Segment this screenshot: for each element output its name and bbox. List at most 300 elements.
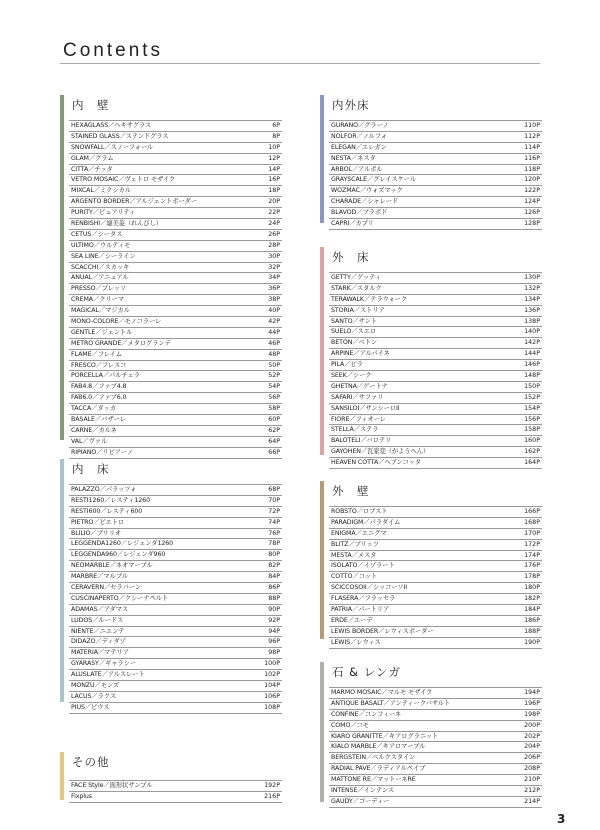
list-item[interactable] bbox=[329, 721, 542, 732]
list-item[interactable] bbox=[329, 753, 542, 764]
item-list bbox=[69, 780, 282, 803]
item-page: 114P bbox=[524, 143, 540, 151]
list-item[interactable] bbox=[329, 197, 542, 208]
item-name: SEEK／シーク bbox=[331, 372, 372, 380]
item-name: CERAVERN／セラバーン bbox=[71, 584, 142, 592]
item-name: ARPINE／アルパイネ bbox=[331, 350, 390, 358]
list-item[interactable] bbox=[329, 551, 542, 562]
item-name: BLILIO／ブリリオ bbox=[71, 529, 122, 537]
item-name: HEXAGLASS／ヘキサグラス bbox=[71, 122, 152, 129]
list-item[interactable] bbox=[329, 797, 542, 808]
item-name: LEGGENDA1260／レジェンダ1260 bbox=[71, 540, 174, 548]
page-number: 3 bbox=[557, 812, 566, 826]
list-item[interactable] bbox=[329, 143, 542, 154]
item-page: 94P bbox=[268, 627, 280, 635]
list-item[interactable] bbox=[69, 371, 282, 382]
item-page: 24P bbox=[268, 220, 280, 228]
item-name: PRESSO／プレッソ bbox=[71, 285, 127, 293]
list-item[interactable] bbox=[69, 295, 282, 306]
list-item[interactable] bbox=[69, 426, 282, 437]
item-page: 184P bbox=[524, 606, 540, 614]
list-item[interactable] bbox=[329, 219, 542, 230]
section-color-bar bbox=[60, 95, 64, 440]
item-page: 46P bbox=[268, 339, 280, 347]
item-name: GAYOHEN／瓦家変（がようへん） bbox=[331, 448, 430, 456]
item-page: 64P bbox=[268, 437, 280, 445]
item-page: 142P bbox=[524, 339, 540, 347]
list-item[interactable] bbox=[69, 230, 282, 241]
list-item[interactable] bbox=[329, 616, 542, 627]
list-item[interactable] bbox=[69, 273, 282, 284]
item-name: STORIA／ストリア bbox=[331, 306, 385, 314]
item-list bbox=[329, 120, 542, 230]
section-heading: 外 床 bbox=[332, 250, 370, 264]
list-item[interactable] bbox=[329, 605, 542, 616]
item-list bbox=[329, 506, 542, 649]
item-name: PIETRO／ピエトロ bbox=[71, 518, 125, 526]
list-item[interactable] bbox=[69, 154, 282, 165]
item-page: 92P bbox=[268, 616, 280, 624]
item-page: 170P bbox=[524, 529, 540, 537]
item-page: 192P bbox=[264, 782, 280, 789]
item-name: BASALE／バザーレ bbox=[71, 416, 126, 424]
item-page: 86P bbox=[268, 584, 280, 592]
item-page: 144P bbox=[524, 350, 540, 358]
item-page: 190P bbox=[524, 638, 540, 646]
item-name: PALAZZO／パラッツォ bbox=[71, 486, 137, 493]
list-item[interactable] bbox=[69, 605, 282, 616]
item-name: GRAYSCALE／グレイスケール bbox=[331, 176, 417, 184]
item-name: LEGGENDA960／レジェンダ960 bbox=[71, 551, 166, 559]
item-name: RESTI1260／レスティ1260 bbox=[71, 496, 150, 504]
list-item[interactable] bbox=[69, 284, 282, 295]
item-page: 172P bbox=[524, 540, 540, 548]
item-name: GHETNA／ゲートナ bbox=[331, 382, 388, 390]
list-item[interactable] bbox=[329, 132, 542, 143]
section-heading: 内 床 bbox=[72, 462, 110, 476]
section-color-bar bbox=[60, 752, 64, 800]
list-item[interactable] bbox=[329, 306, 542, 317]
item-name: SANSILOI／サンシーロII bbox=[331, 404, 400, 412]
list-item[interactable] bbox=[69, 627, 282, 638]
item-name: NIENTE／ニエンテ bbox=[71, 627, 125, 635]
item-name: MARBRE／マルブル bbox=[71, 573, 128, 581]
item-name: NEOMARBLE／ネオマーブル bbox=[71, 562, 153, 570]
list-item[interactable] bbox=[329, 594, 542, 605]
item-page: 216P bbox=[264, 792, 280, 800]
item-page: 38P bbox=[268, 296, 280, 304]
item-name: PURITY／ピュアリティ bbox=[71, 209, 136, 217]
section-color-bar bbox=[320, 247, 324, 455]
list-item[interactable] bbox=[329, 284, 542, 295]
list-item[interactable] bbox=[69, 219, 282, 230]
item-page: 162P bbox=[524, 448, 540, 456]
list-item[interactable] bbox=[69, 648, 282, 659]
list-item[interactable] bbox=[329, 583, 542, 594]
item-page: 206P bbox=[524, 754, 540, 762]
item-page: 68P bbox=[268, 486, 280, 493]
item-page: 200P bbox=[524, 721, 540, 729]
item-name: LEWIS BORDER／レウィスボーダー bbox=[331, 627, 434, 635]
item-name: LACUS／ラクス bbox=[71, 692, 117, 700]
list-item[interactable] bbox=[329, 338, 542, 349]
item-name: CAPRI／カプリ bbox=[331, 220, 374, 228]
item-page: 156P bbox=[524, 415, 540, 423]
list-item[interactable] bbox=[329, 627, 542, 638]
list-item[interactable] bbox=[69, 361, 282, 372]
list-item[interactable] bbox=[69, 484, 282, 496]
section-heading: 石 & レンガ bbox=[332, 665, 401, 679]
item-name: BALOTELI／バロテリ bbox=[331, 437, 392, 445]
item-page: 176P bbox=[524, 562, 540, 570]
list-item[interactable] bbox=[69, 404, 282, 415]
item-name: ARGENTO BORDER／アルジェントボーダー bbox=[71, 198, 198, 206]
list-item[interactable] bbox=[69, 670, 282, 681]
list-item[interactable] bbox=[69, 507, 282, 518]
item-page: 62P bbox=[268, 426, 280, 434]
item-page: 104P bbox=[264, 682, 280, 690]
list-item[interactable] bbox=[69, 143, 282, 154]
item-name: MONO-COLORE／モノコラーレ bbox=[71, 318, 162, 326]
list-item[interactable] bbox=[69, 550, 282, 561]
item-page: 84P bbox=[268, 573, 280, 581]
list-item[interactable] bbox=[329, 638, 542, 649]
item-name: KIALO MARBLE／キアロマーブル bbox=[331, 743, 426, 751]
list-item[interactable] bbox=[69, 132, 282, 143]
item-page: 152P bbox=[524, 393, 540, 401]
item-name: ANUAL／アニュアル bbox=[71, 274, 129, 282]
list-item[interactable] bbox=[69, 165, 282, 176]
list-item[interactable] bbox=[329, 425, 542, 436]
item-name: PARADIGM／パラダイム bbox=[331, 518, 401, 526]
item-name: LEWIS／レウィス bbox=[331, 638, 381, 646]
item-page: 40P bbox=[268, 307, 280, 315]
item-page: 124P bbox=[524, 198, 540, 206]
item-name: MATTONE RE／マットーネRE bbox=[331, 776, 416, 784]
item-name: STAINED GLASS／ステンドグラス bbox=[71, 132, 169, 140]
item-page: 116P bbox=[524, 154, 540, 162]
list-item[interactable] bbox=[69, 252, 282, 263]
list-item[interactable] bbox=[329, 786, 542, 797]
list-item[interactable] bbox=[329, 518, 542, 529]
list-item[interactable] bbox=[329, 360, 542, 371]
list-item[interactable] bbox=[69, 616, 282, 627]
list-item[interactable] bbox=[329, 295, 542, 306]
item-name: BETON／ベトン bbox=[331, 339, 378, 347]
item-name: MIXCAL／ミクシカル bbox=[71, 187, 131, 195]
item-name: TERAWALK／テラウォーク bbox=[331, 295, 408, 303]
item-page: 120P bbox=[524, 176, 540, 184]
section-color-bar bbox=[320, 95, 324, 223]
list-item[interactable] bbox=[69, 328, 282, 339]
item-name: ERDE／エーデ bbox=[331, 616, 373, 624]
item-name: SEA LINE／シーライン bbox=[71, 252, 136, 260]
item-page: 208P bbox=[524, 765, 540, 773]
list-item[interactable] bbox=[329, 154, 542, 165]
list-item[interactable] bbox=[329, 572, 542, 583]
list-item[interactable] bbox=[329, 764, 542, 775]
item-page: 80P bbox=[268, 551, 280, 559]
item-name: PIUS／ピウス bbox=[71, 703, 110, 711]
list-item[interactable] bbox=[329, 540, 542, 551]
list-item[interactable] bbox=[69, 393, 282, 404]
list-item[interactable] bbox=[69, 263, 282, 274]
list-item[interactable] bbox=[69, 317, 282, 328]
item-page: 10P bbox=[268, 143, 280, 151]
item-page: 118P bbox=[524, 165, 540, 173]
list-item[interactable] bbox=[329, 561, 542, 572]
item-page: 134P bbox=[524, 295, 540, 303]
list-item[interactable] bbox=[329, 208, 542, 219]
item-page: 44P bbox=[268, 328, 280, 336]
list-item[interactable] bbox=[69, 339, 282, 350]
item-page: 26P bbox=[268, 230, 280, 238]
list-item[interactable] bbox=[329, 272, 542, 284]
list-item[interactable] bbox=[69, 437, 282, 448]
item-name: CHARADE／シャレード bbox=[331, 198, 399, 206]
item-name: CETUS／シータス bbox=[71, 230, 123, 238]
list-item[interactable] bbox=[329, 120, 542, 132]
item-page: 122P bbox=[524, 187, 540, 195]
list-item[interactable] bbox=[69, 681, 282, 692]
item-page: 102P bbox=[264, 671, 280, 679]
item-page: 164P bbox=[524, 459, 540, 467]
section-heading: 内 壁 bbox=[72, 98, 110, 112]
list-item[interactable] bbox=[69, 208, 282, 219]
item-name: PATRIA／パートリア bbox=[331, 606, 390, 614]
item-page: 28P bbox=[268, 241, 280, 249]
list-item[interactable] bbox=[69, 382, 282, 393]
item-name: CREMA／クリーマ bbox=[71, 296, 124, 304]
item-page: 112P bbox=[524, 132, 540, 140]
list-item[interactable] bbox=[329, 436, 542, 447]
title-divider bbox=[60, 63, 540, 64]
item-page: 56P bbox=[268, 394, 280, 402]
item-page: 204P bbox=[524, 743, 540, 751]
list-item[interactable] bbox=[69, 659, 282, 670]
item-name: ELEGAN／エレガン bbox=[331, 143, 387, 151]
item-page: 36P bbox=[268, 285, 280, 293]
list-item[interactable] bbox=[329, 710, 542, 721]
item-page: 194P bbox=[524, 689, 540, 696]
item-name: PILA／ピラ bbox=[331, 361, 363, 369]
item-page: 98P bbox=[268, 649, 280, 657]
list-item[interactable] bbox=[329, 349, 542, 360]
item-page: 96P bbox=[268, 638, 280, 646]
list-item[interactable] bbox=[69, 120, 282, 132]
item-page: 214P bbox=[524, 797, 540, 805]
list-item[interactable] bbox=[329, 529, 542, 540]
list-item[interactable] bbox=[69, 186, 282, 197]
list-item[interactable] bbox=[329, 415, 542, 426]
item-name: ADAMAS／アダマス bbox=[71, 605, 129, 613]
list-item[interactable] bbox=[69, 692, 282, 703]
list-item[interactable] bbox=[69, 197, 282, 208]
item-page: 158P bbox=[524, 426, 540, 434]
item-page: 66P bbox=[268, 448, 280, 456]
item-name: ANTIQUE BASALT／アンティークバサルト bbox=[331, 699, 451, 707]
list-item[interactable] bbox=[329, 404, 542, 415]
list-item[interactable] bbox=[69, 241, 282, 252]
list-item[interactable] bbox=[329, 447, 542, 458]
item-page: 16P bbox=[268, 176, 280, 184]
item-name: SUELO／スエロ bbox=[331, 328, 377, 336]
list-item[interactable] bbox=[329, 186, 542, 197]
item-name: ALUSLATE／アルスレート bbox=[71, 671, 145, 679]
item-name: FLASERA／フラッセラ bbox=[331, 595, 396, 603]
list-item[interactable] bbox=[69, 529, 282, 540]
item-page: 8P bbox=[272, 132, 280, 140]
item-name: MESTA／メスタ bbox=[331, 551, 377, 559]
item-list bbox=[329, 272, 542, 469]
item-page: 178P bbox=[524, 573, 540, 581]
item-name: GETTY／ゲッティ bbox=[331, 274, 382, 281]
section-heading: 外 壁 bbox=[332, 484, 370, 498]
item-name: GURANO／グラーノ bbox=[331, 122, 389, 129]
item-page: 108P bbox=[264, 703, 280, 711]
list-item[interactable] bbox=[69, 792, 282, 803]
item-name: SANTO／サント bbox=[331, 317, 377, 325]
list-item[interactable] bbox=[69, 594, 282, 605]
item-name: ROBSTO／ロブスト bbox=[331, 508, 388, 515]
item-name: MATERIA／マテリア bbox=[71, 649, 129, 657]
item-page: 88P bbox=[268, 594, 280, 602]
item-name: COMO／コモ bbox=[331, 721, 369, 729]
list-item[interactable] bbox=[329, 742, 542, 753]
item-page: 54P bbox=[268, 383, 280, 391]
item-page: 174P bbox=[524, 551, 540, 559]
item-name: CARNE／カルネ bbox=[71, 426, 117, 434]
item-page: 126P bbox=[524, 209, 540, 217]
list-item[interactable] bbox=[329, 393, 542, 404]
item-name: FLAME／フレイム bbox=[71, 350, 122, 358]
item-page: 132P bbox=[524, 284, 540, 292]
list-item[interactable] bbox=[329, 382, 542, 393]
item-page: 100P bbox=[264, 660, 280, 668]
item-name: RESTI600／レスティ600 bbox=[71, 507, 143, 515]
list-item[interactable] bbox=[329, 371, 542, 382]
list-item[interactable] bbox=[329, 165, 542, 176]
item-page: 180P bbox=[524, 584, 540, 592]
item-name: CONFINE／コンフィーネ bbox=[331, 710, 402, 718]
item-page: 148P bbox=[524, 372, 540, 380]
item-page: 138P bbox=[524, 317, 540, 325]
item-name: ENIGMA／エニグマ bbox=[331, 529, 387, 537]
item-name: GLAM／グラム bbox=[71, 154, 114, 162]
list-item[interactable] bbox=[69, 448, 282, 459]
list-item[interactable] bbox=[329, 775, 542, 786]
item-page: 198P bbox=[524, 710, 540, 718]
item-name: PORCELLA／パルチェラ bbox=[71, 372, 140, 380]
section-color-bar bbox=[320, 481, 324, 639]
list-item[interactable] bbox=[69, 572, 282, 583]
item-page: 12P bbox=[268, 154, 280, 162]
item-page: 14P bbox=[268, 165, 280, 173]
item-name: MARMO MOSAIC／マルモ モザイク bbox=[331, 689, 433, 696]
list-item[interactable] bbox=[69, 518, 282, 529]
item-name: METRO GRANDE／メタログランデ bbox=[71, 339, 171, 347]
section-heading: その他 bbox=[72, 755, 110, 769]
item-page: 110P bbox=[524, 122, 540, 129]
list-item[interactable] bbox=[69, 175, 282, 186]
list-item[interactable] bbox=[69, 350, 282, 361]
item-page: 76P bbox=[268, 529, 280, 537]
item-name: BERGSTEIN／ベルクスタイン bbox=[331, 754, 416, 762]
item-page: 30P bbox=[268, 252, 280, 260]
item-name: FAB4.8／ファブ4.8 bbox=[71, 383, 127, 391]
item-page: 128P bbox=[524, 220, 540, 228]
item-name: CITTA／チッタ bbox=[71, 165, 113, 173]
list-item[interactable] bbox=[69, 703, 282, 714]
item-name: CUSCINAPERTO／クシーナペルト bbox=[71, 594, 169, 602]
list-item[interactable] bbox=[69, 780, 282, 792]
item-page: 160P bbox=[524, 437, 540, 445]
item-name: TACCA／タッカ bbox=[71, 405, 116, 413]
list-item[interactable] bbox=[69, 583, 282, 594]
item-name: LUDOS／ルードス bbox=[71, 616, 124, 624]
list-item[interactable] bbox=[69, 306, 282, 317]
item-name: GYARASY／ギャラシー bbox=[71, 660, 136, 668]
item-name: HEAVEN COTTA／ヘブンコッタ bbox=[331, 459, 421, 467]
list-item[interactable] bbox=[329, 732, 542, 743]
item-name: WOZMAC／ウォズマック bbox=[331, 187, 403, 195]
item-name: SAFARI／サファリ bbox=[331, 393, 384, 401]
list-item[interactable] bbox=[329, 327, 542, 338]
section-color-bar bbox=[60, 459, 64, 702]
list-item[interactable] bbox=[329, 458, 542, 469]
item-name: DIDAZO／ディダゾ bbox=[71, 638, 126, 646]
item-name: GAUDY／ゴーディー bbox=[331, 797, 390, 805]
list-item[interactable] bbox=[69, 496, 282, 507]
item-page: 140P bbox=[524, 328, 540, 336]
list-item[interactable] bbox=[69, 561, 282, 572]
list-item[interactable] bbox=[329, 506, 542, 518]
item-name: SCICCOSOII／シッコーソII bbox=[331, 584, 407, 592]
list-item[interactable] bbox=[69, 539, 282, 550]
list-item[interactable] bbox=[69, 415, 282, 426]
item-name: BLAVOD／ブラボド bbox=[331, 209, 388, 217]
item-name: NOLFOR／ノルフォ bbox=[331, 132, 387, 140]
item-page: 196P bbox=[524, 699, 540, 707]
item-name: VETRO MOSAIC／ヴェトロ モザイク bbox=[71, 176, 176, 184]
item-name: VAL／ヴァル bbox=[71, 437, 108, 445]
item-name: RIPIANO／リピアーノ bbox=[71, 448, 134, 456]
item-page: 34P bbox=[268, 274, 280, 282]
item-page: 6P bbox=[272, 122, 280, 129]
item-name: SNOWFALL／スノーフォール bbox=[71, 143, 154, 151]
item-page: 70P bbox=[268, 496, 280, 504]
item-page: 168P bbox=[524, 518, 540, 526]
page-title: Contents bbox=[63, 40, 164, 61]
item-page: 106P bbox=[264, 692, 280, 700]
list-item[interactable] bbox=[329, 317, 542, 328]
item-page: 186P bbox=[524, 616, 540, 624]
item-name: FRESCO／フレスコ bbox=[71, 361, 127, 369]
item-page: 48P bbox=[268, 350, 280, 358]
section-heading: 内外床 bbox=[332, 98, 370, 112]
item-page: 58P bbox=[268, 405, 280, 413]
list-item[interactable] bbox=[329, 699, 542, 710]
item-list bbox=[69, 484, 282, 714]
item-list bbox=[69, 120, 282, 459]
item-page: 20P bbox=[268, 198, 280, 206]
item-name: ARBOL／アルボル bbox=[331, 165, 383, 173]
list-item[interactable] bbox=[69, 637, 282, 648]
list-item[interactable] bbox=[329, 687, 542, 699]
list-item[interactable] bbox=[329, 175, 542, 186]
item-page: 52P bbox=[268, 372, 280, 380]
item-name: BLITZ／ブリッツ bbox=[331, 540, 379, 548]
